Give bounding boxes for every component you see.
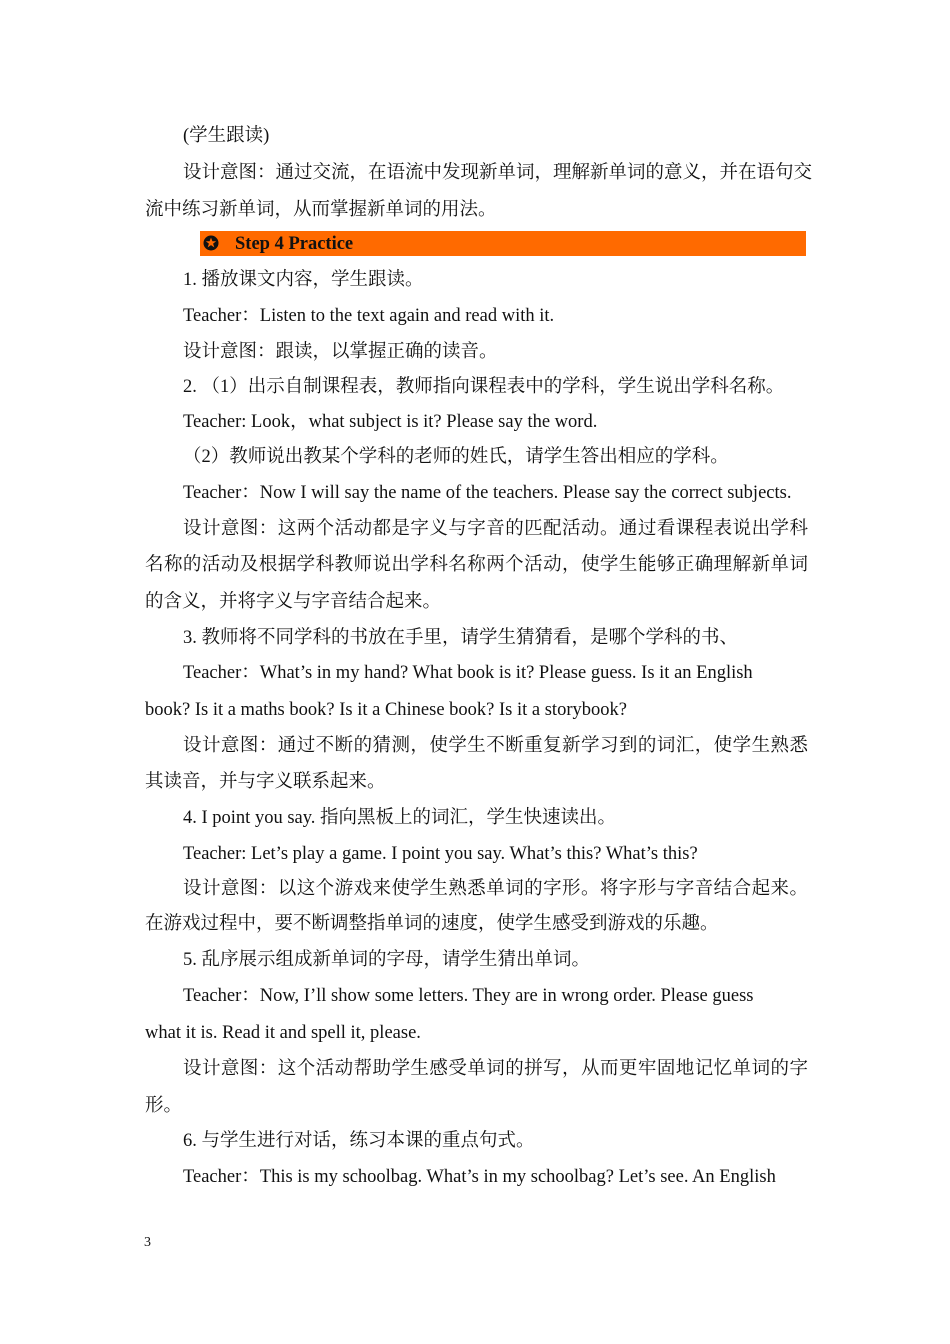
- text-line: 6. 与学生进行对话，练习本课的重点句式。: [183, 1131, 535, 1151]
- section-heading: [200, 231, 806, 256]
- text-line: Teacher：Now I will say the name of the teachers. Please say the correct subjects.: [183, 483, 792, 503]
- text-line: 的含义，并将字义与字音结合起来。: [145, 592, 442, 612]
- text-line: 在游戏过程中，要不断调整指单词的速度，使学生感受到游戏的乐趣。: [145, 914, 719, 934]
- text-line: 5. 乱序展示组成新单词的字母，请学生猜出单词。: [183, 950, 591, 970]
- text-line: 设计意图：这两个活动都是字义与字音的匹配活动。通过看课程表说出学科: [183, 519, 808, 539]
- star-circle-icon: [203, 235, 219, 251]
- text-line: book? Is it a maths book? Is it a Chinese book? Is it a storybook?: [145, 700, 627, 720]
- text-line: Teacher: Look，what subject is it? Please say the word.: [183, 412, 598, 432]
- text-line: 其读音，并与字义联系起来。: [145, 772, 386, 792]
- text-line: 形。: [145, 1096, 183, 1116]
- text-line: Teacher：What’s in my hand? What book is it? Please guess. Is it an English: [183, 663, 753, 683]
- section-title: Step 4 Practice: [235, 234, 354, 254]
- text-line: 设计意图：这个活动帮助学生感受单词的拼写，从而更牢固地记忆单词的字: [183, 1059, 808, 1079]
- text-line: (学生跟读): [183, 126, 270, 146]
- text-line: Teacher：This is my schoolbag. What’s in my schoolbag? Let’s see. An English: [183, 1167, 776, 1187]
- text-line: Teacher: Let’s play a game. I point you say. What’s this? What’s this?: [183, 844, 698, 864]
- text-line: 名称的活动及根据学科教师说出学科名称两个活动，使学生能够正确理解新单词: [145, 555, 808, 575]
- text-line: 设计意图：以这个游戏来使学生熟悉单词的字形。将字形与字音结合起来。: [183, 879, 808, 899]
- text-line: 2. （1）出示自制课程表，教师指向课程表中的学科，学生说出学科名称。: [183, 377, 785, 397]
- text-line: Teacher：Now, I’ll show some letters. They are in wrong order. Please guess: [183, 986, 754, 1006]
- text-line: 4. I point you say. 指向黑板上的词汇，学生快速读出。: [183, 808, 617, 828]
- page-number: 3: [144, 1235, 151, 1250]
- text-line: 1. 播放课文内容，学生跟读。: [183, 270, 424, 290]
- text-line: 设计意图：跟读，以掌握正确的读音。: [183, 342, 498, 362]
- text-line: 设计意图：通过交流，在语流中发现新单词，理解新单词的意义，并在语句交: [183, 163, 813, 183]
- text-line: 设计意图：通过不断的猜测，使学生不断重复新学习到的词汇，使学生熟悉: [183, 736, 808, 756]
- text-line: Teacher：Listen to the text again and read with it.: [183, 306, 555, 326]
- text-line: what it is. Read it and spell it, please.: [145, 1023, 421, 1043]
- text-line: 3. 教师将不同学科的书放在手里，请学生猜猜看，是哪个学科的书、: [183, 628, 739, 648]
- text-line: （2）教师说出教某个学科的老师的姓氏，请学生答出相应的学科。: [183, 447, 729, 467]
- text-line: 流中练习新单词，从而掌握新单词的用法。: [145, 200, 497, 220]
